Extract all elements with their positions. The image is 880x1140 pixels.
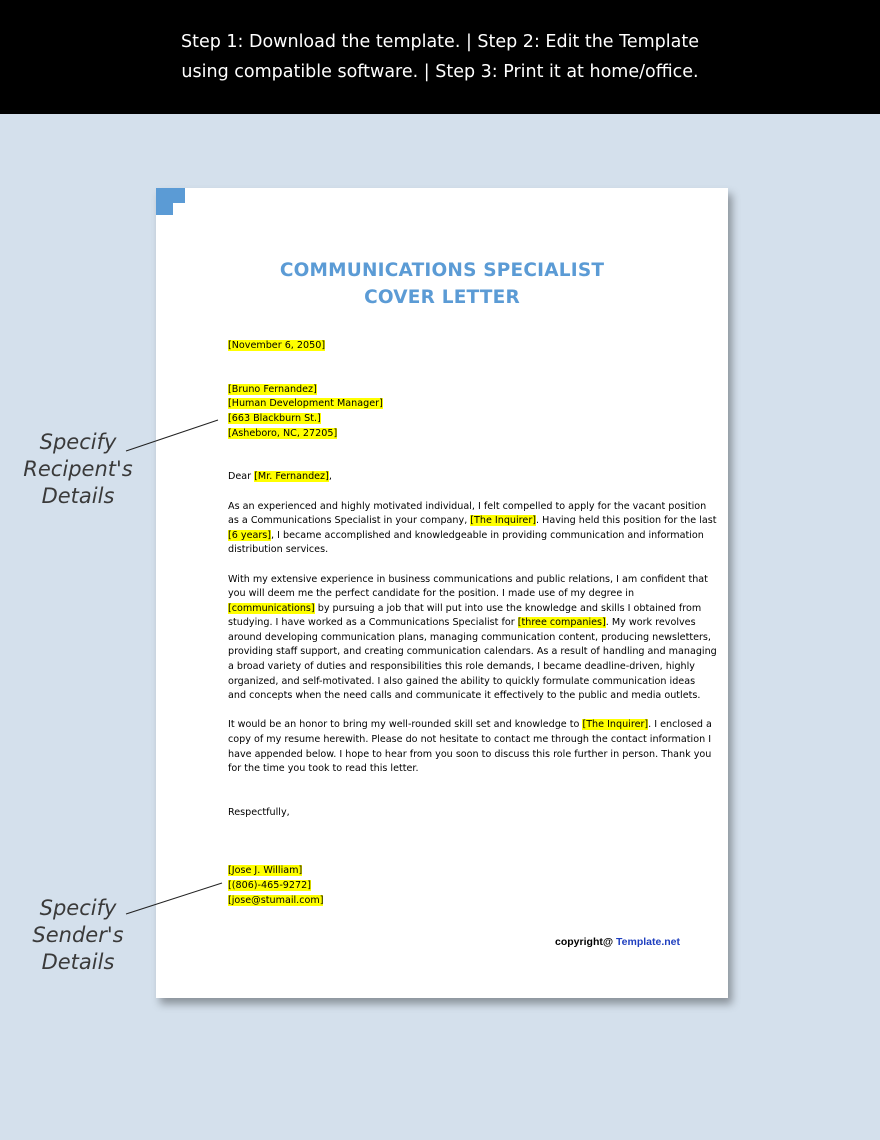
sender-name-field[interactable]: [Jose J. William] [228,865,303,877]
paragraph-3: It would be an honor to bring my well-rounded skill set and knowledge to [The Inquirer]. I enclosed a copy of my resume herewith. Please do not hesitate to contact me through the contact information I have appended below. I hope to hear from you soon to discuss this role further in person. Thank you for the time you took to read this letter. [228,719,712,775]
closing: Respectfully, [228,807,290,818]
degree-field[interactable]: [communications] [228,602,315,614]
salutation: Dear [Mr. Fernandez], [228,471,332,483]
company-field-2[interactable]: [The Inquirer] [582,719,649,731]
companies-count-field[interactable]: [three companies] [517,617,606,629]
title-line-2: COVER LETTER [364,287,520,308]
recipient-annotation: Specify Recipent's Details [23,430,133,508]
title-line-1: COMMUNICATIONS SPECIALIST [279,260,605,281]
recipient-street-field[interactable]: [663 Blackburn St.] [228,412,321,424]
recipient-name-field[interactable]: [Bruno Fernandez] [228,383,317,395]
company-field[interactable]: [The Inquirer] [470,515,537,527]
recipient-title-field[interactable]: [Human Development Manager] [228,398,383,410]
recipient-city-field[interactable]: [Asheboro, NC, 27205] [228,427,338,439]
sender-annotation: Specify Sender's Details [32,896,124,974]
copyright-notice: copyright@ Template.net [555,936,680,948]
salutation-name-field[interactable]: [Mr. Fernandez] [254,471,329,483]
sender-email-field[interactable]: [jose@stumail.com] [228,894,324,906]
template-brand-link[interactable]: Template.net [616,936,680,948]
date-field[interactable]: [November 6, 2050] [228,340,326,351]
paragraph-1: As an experienced and highly motivated individual, I felt compelled to apply for the vacant position as a Communications Specialist in your company, [The Inquirer]. Having held this position for the last [6 years], I became accomplished and knowledgeable in providing communication and information distribution services. [228,500,717,556]
years-field[interactable]: [6 years] [228,529,272,541]
paragraph-2: With my extensive experience in business communications and public relations, I am confident that you will deem me the perfect candidate for the position. I made use of my degree in [communications] by pursuing a job that will put into use the knowledge and skills I obtained from studying. I have worked as a Communications Specialist for [three companies]. My work revolves around developing communication plans, managing communication content, producing newsletters, providing staff support, and creating communication calendars. As a result of handling and managing a broad variety of duties and responsibilities this role demands, I became deadline-driven, highly organized, and self-motivated. I also gained the ability to quickly formulate communication ideas and concepts when the need calls and communicate it effectively to the public and media outlets. [228,573,717,702]
banner-line-2: using compatible software. | Step 3: Print it at home/office. [181,62,699,82]
sender-phone-field[interactable]: [(806)-465-9272] [228,879,311,891]
banner-line-1: Step 1: Download the template. | Step 2: Edit the Template [180,32,699,52]
